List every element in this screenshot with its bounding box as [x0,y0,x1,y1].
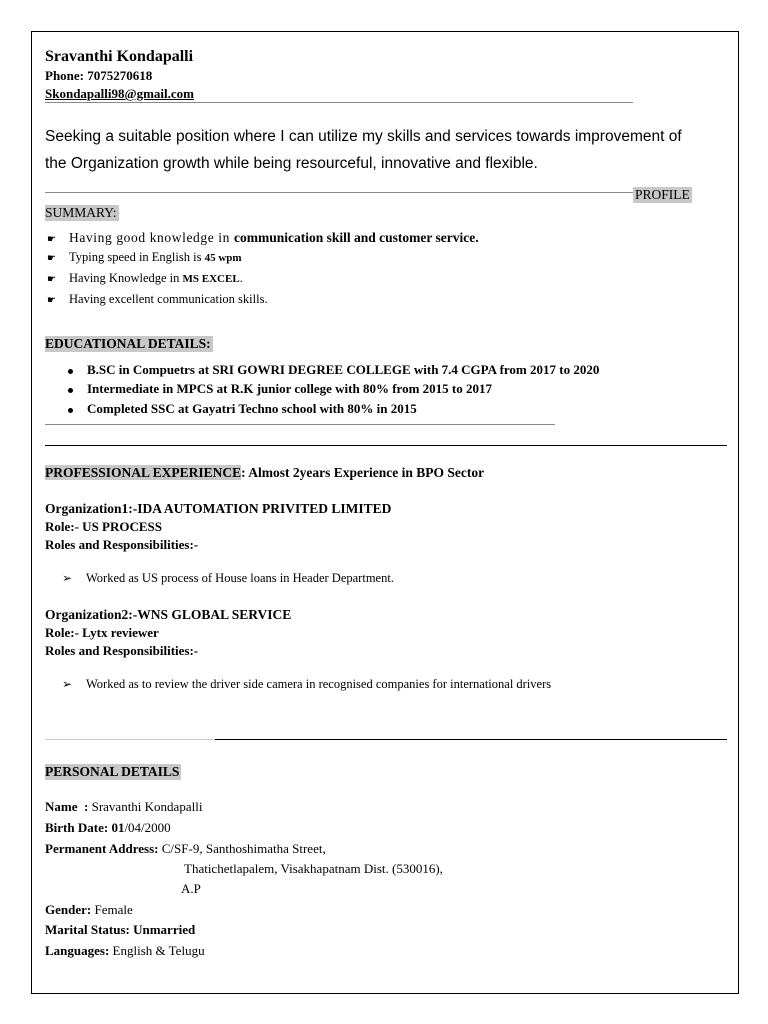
pointing-hand-icon: ☛ [47,253,56,264]
education-heading: EDUCATIONAL DETAILS: [45,336,211,351]
org2-responsibility: ➢ Worked as to review the driver side camera in recognised companies for international drivers [62,677,552,691]
personal-address-line-2: Thatichetlapalem, Visakhapatnam Dist. (530016), [184,861,443,876]
personal-gender-row: Gender: Female [45,902,133,917]
email-link[interactable]: Skondapalli98@gmail.com [45,86,194,101]
profile-label: PROFILE [635,187,690,202]
org2-title: Organization2:-WNS GLOBAL SERVICE [45,607,292,622]
org2-role: Role:- Lytx reviewer [45,625,159,640]
education-item: Completed SSC at Gayatri Techno school with 80% in 2015 [68,401,417,417]
org2-roles-label: Roles and Responsibilities:- [45,643,199,658]
header-divider [45,102,633,103]
summary-item: ☛ Having Knowledge in MS EXCEL. [47,271,243,285]
education-item: B.SC in Compuetrs at SRI GOWRI DEGREE COLLEGE with 7.4 CGPA from 2017 to 2020 [68,362,599,378]
experience-divider [215,739,727,740]
summary-item: ☛ Having excellent communication skills. [47,292,268,306]
personal-heading: PERSONAL DETAILS [45,764,180,779]
summary-item: ☛ Typing speed in English is 45 wpm [47,250,242,264]
objective-divider [45,192,635,193]
pointing-hand-icon: ☛ [47,234,57,245]
org1-roles-label: Roles and Responsibilities:- [45,537,199,552]
education-item: Intermediate in MPCS at R.K junior college with 80% from 2015 to 2017 [68,381,492,397]
personal-address-line-3: A.P [181,881,201,896]
summary-heading: SUMMARY: [45,205,117,220]
experience-heading: PROFESSIONAL EXPERIENCE: Almost 2years Experience in BPO Sector [45,465,485,480]
objective-line-2: the Organization growth while being resourceful, innovative and flexible. [45,155,538,172]
candidate-name: Sravanthi Kondapalli [45,48,194,65]
org1-title: Organization1:-IDA AUTOMATION PRIVITED LIMITED [45,501,392,516]
bullet-icon [68,408,73,413]
bullet-icon [68,388,73,393]
personal-marital-row: Marital Status: Unmarried [45,922,196,937]
experience-divider-light [45,739,215,740]
bullet-icon [68,369,73,374]
org1-responsibility: ➢ Worked as US process of House loans in Header Department. [62,571,394,585]
section-divider [45,445,727,446]
arrow-bullet-icon: ➢ [62,677,73,691]
phone-text: Phone: 7075270618 [45,68,153,83]
personal-languages-row: Languages: English & Telugu [45,943,205,958]
personal-address-row: Permanent Address: C/SF-9, Santhoshimatha Street, [45,841,326,856]
org1-role: Role:- US PROCESS [45,519,163,534]
objective-line-1: Seeking a suitable position where I can utilize my skills and services towards improvement of [45,128,682,145]
arrow-bullet-icon: ➢ [62,571,73,585]
pointing-hand-icon: ☛ [47,274,56,285]
personal-name-row: Name : Sravanthi Kondapalli [45,799,203,814]
personal-birth-row: Birth Date: 01/04/2000 [45,820,171,835]
summary-item: ☛ Having good knowledge in communication skill and customer service. [47,230,479,245]
education-divider-thin [45,424,555,425]
pointing-hand-icon: ☛ [47,295,56,306]
